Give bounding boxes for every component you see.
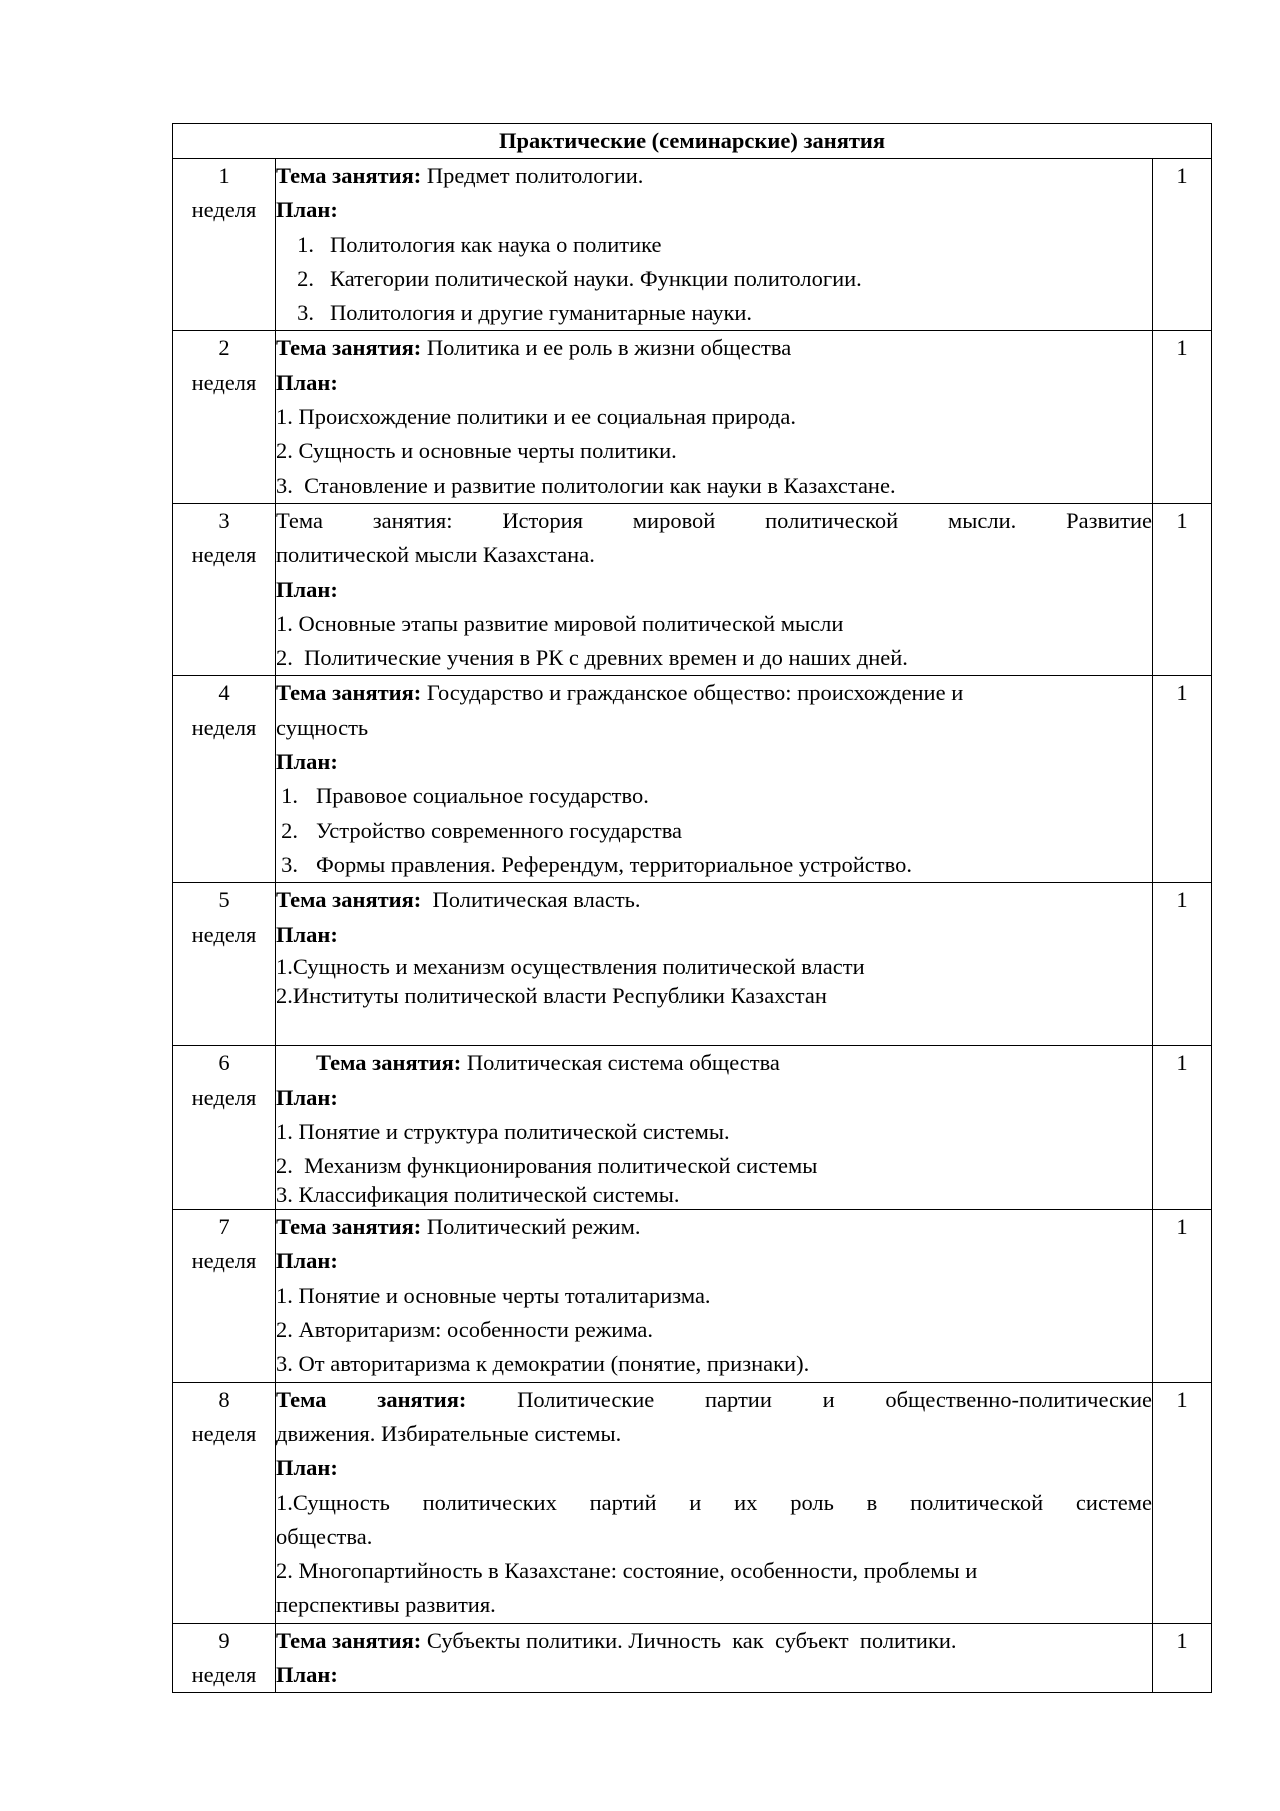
topic-label: Тема занятия: [276,1627,422,1653]
list-item [276,228,1152,262]
table-row [173,503,1212,675]
hours-cell: 1 [1153,503,1212,675]
list-text: Правовое социальное государство. [316,783,649,809]
plan-label: План: [276,749,338,775]
topic-text: Политический режим. [426,1214,641,1240]
plan-line [276,1244,1152,1278]
topic-cell [276,1046,1153,1210]
topic-cell [276,1382,1153,1623]
list-item: 1. Происхождение политики и ее социальная природа. [276,404,796,430]
list-item-continued: перспективы развития. [276,1592,496,1618]
plan-label: План: [276,1455,338,1481]
plan-line [276,366,1152,400]
table-row [173,1046,1212,1210]
week-label: неделя [191,542,257,568]
topic-line-continued: политической мысли Казахстана. [276,542,595,568]
week-label: неделя [191,714,257,740]
plan-label: План: [276,197,338,223]
plan-line [276,918,1152,952]
week-cell [173,331,276,503]
list-number: 3. [281,851,298,877]
week-label: неделя [191,369,257,395]
list-item: 2. Сущность и основные черты политики. [276,438,677,464]
week-number: 9 [218,1627,230,1653]
week-label: неделя [191,197,257,223]
topic-line [276,1046,1152,1080]
list-text: Формы правления. Референдум, территориальное устройство. [316,851,912,877]
table-row [173,1210,1212,1382]
week-cell [173,1382,276,1623]
list-item: 1. Понятие и структура политической системы. [276,1118,730,1144]
list-item: 2. Многопартийность в Казахстане: состояние, особенности, проблемы и [276,1558,978,1584]
list-item: 2.Институты политической власти Республики Казахстан [276,982,827,1008]
week-cell [173,159,276,331]
week-number: 6 [218,1050,230,1076]
list-item [276,814,1152,848]
topic-label: Тема занятия: [316,1050,462,1076]
week-label: неделя [191,1084,257,1110]
plan-line [276,745,1152,779]
week-number: 1 [218,163,230,188]
hours-cell: 1 [1153,676,1212,883]
list-item: 1.Сущность политических партий и их роль в политической системе [276,1489,1152,1515]
week-number: 7 [218,1214,230,1240]
topic-text: Предмет политологии. [426,163,644,188]
plan-label: План: [276,369,338,395]
week-label: неделя [191,1661,257,1687]
list-text: Устройство современного государства [316,817,683,843]
hours-cell: 1 [1153,1623,1212,1693]
topic-label: Тема занятия: [276,887,422,913]
list-item: 2. Авторитаризм: особенности режима. [276,1317,654,1343]
topic-line [276,1624,1152,1658]
topic-label: Тема занятия: [276,163,422,188]
topic-cell [276,159,1153,331]
topic-line [276,1383,1152,1417]
list-item [276,296,1152,330]
topic-cell [276,503,1153,675]
list-item: 2. Политические учения в РК с древних времен и до наших дней. [276,645,908,671]
topic-text: Политическая система общества [466,1050,780,1076]
seminar-schedule-table [172,123,1212,1693]
topic-cell [276,1210,1153,1382]
list-number: 3. [297,300,314,326]
week-number: 8 [218,1386,230,1412]
topic-cell [276,1623,1153,1693]
topic-line [276,159,1152,193]
list-text: Политология как наука о политике [330,231,662,257]
plan-label: План: [276,921,338,947]
table-row [173,676,1212,883]
week-cell [173,1623,276,1693]
topic-cell [276,676,1153,883]
list-item: 3. Становление и развитие политологии как науки в Казахстане. [276,472,896,498]
list-item: 1. Основные этапы развитие мировой политической мысли [276,610,844,636]
topic-text: Политическая власть. [426,887,641,913]
hours-cell: 1 [1153,1382,1212,1623]
table-row [173,1623,1212,1693]
topic-line [276,331,1152,365]
hours-cell: 1 [1153,331,1212,503]
list-item: 3. От авторитаризма к демократии (понятие, признаки). [276,1351,810,1377]
hours-cell: 1 [1153,159,1212,331]
hours-cell: 1 [1153,1046,1212,1210]
plan-line [276,1658,1152,1692]
topic-line [276,1210,1152,1244]
table-header-row [173,124,1212,159]
topic-cell [276,331,1153,503]
topic-label: Тема занятия: [276,680,422,706]
topic-label: Тема занятия: [276,335,422,361]
topic-cell [276,883,1153,1046]
table-row [173,331,1212,503]
list-item [276,848,1152,882]
week-cell [173,1046,276,1210]
topic-label: Тема занятия: [276,1214,422,1240]
topic-line-continued: сущность [276,714,369,740]
plan-label: План: [276,1661,338,1687]
hours-cell: 1 [1153,1210,1212,1382]
week-cell [173,676,276,883]
topic-text: Государство и гражданское общество: происхождение и [426,680,964,706]
table-row [173,883,1212,1046]
topic-line [276,883,1152,917]
topic-line [276,676,1152,710]
topic-text: Политика и ее роль в жизни общества [426,335,792,361]
list-item: 1. Понятие и основные черты тоталитаризма. [276,1282,711,1308]
week-cell [173,503,276,675]
topic-line: Тема занятия: История мировой политической мысли. Развитие [276,507,1152,533]
list-item: 3. Классификация политической системы. [276,1182,680,1208]
week-cell [173,883,276,1046]
plan-label: План: [276,576,338,602]
topic-label: Тема занятия: [276,1386,467,1412]
week-label: неделя [191,921,257,947]
table-row [173,1382,1212,1623]
plan-label: План: [276,1248,338,1274]
topic-text: Субъекты политики. Личность как субъект политики. [426,1627,957,1653]
topic-text: Политические партии и общественно-политические [517,1386,1152,1412]
week-cell [173,1210,276,1382]
hours-cell: 1 [1153,883,1212,1046]
list-text: Категории политической науки. Функции политологии. [330,265,862,291]
week-number: 2 [218,335,230,361]
week-label: неделя [191,1248,257,1274]
table-title: Практические (семинарские) занятия [173,124,1212,159]
plan-line [276,573,1152,607]
list-item: 1.Сущность и механизм осуществления политической власти [276,953,865,979]
list-number: 1. [297,231,314,257]
week-number: 4 [218,680,230,706]
list-item-continued: общества. [276,1523,373,1549]
week-number: 5 [218,887,230,913]
plan-line [276,1081,1152,1115]
list-item [276,779,1152,813]
list-number: 1. [281,783,298,809]
plan-line [276,1451,1152,1485]
table-row [173,159,1212,331]
list-number: 2. [281,817,298,843]
list-item: 2. Механизм функционирования политической системы [276,1153,818,1179]
week-label: неделя [191,1420,257,1446]
topic-line-continued: движения. Избирательные системы. [276,1420,622,1446]
plan-label: План: [276,1084,338,1110]
list-item [276,262,1152,296]
plan-line [276,193,1152,227]
week-number: 3 [218,507,230,533]
list-number: 2. [297,265,314,291]
list-text: Политология и другие гуманитарные науки. [330,300,753,326]
